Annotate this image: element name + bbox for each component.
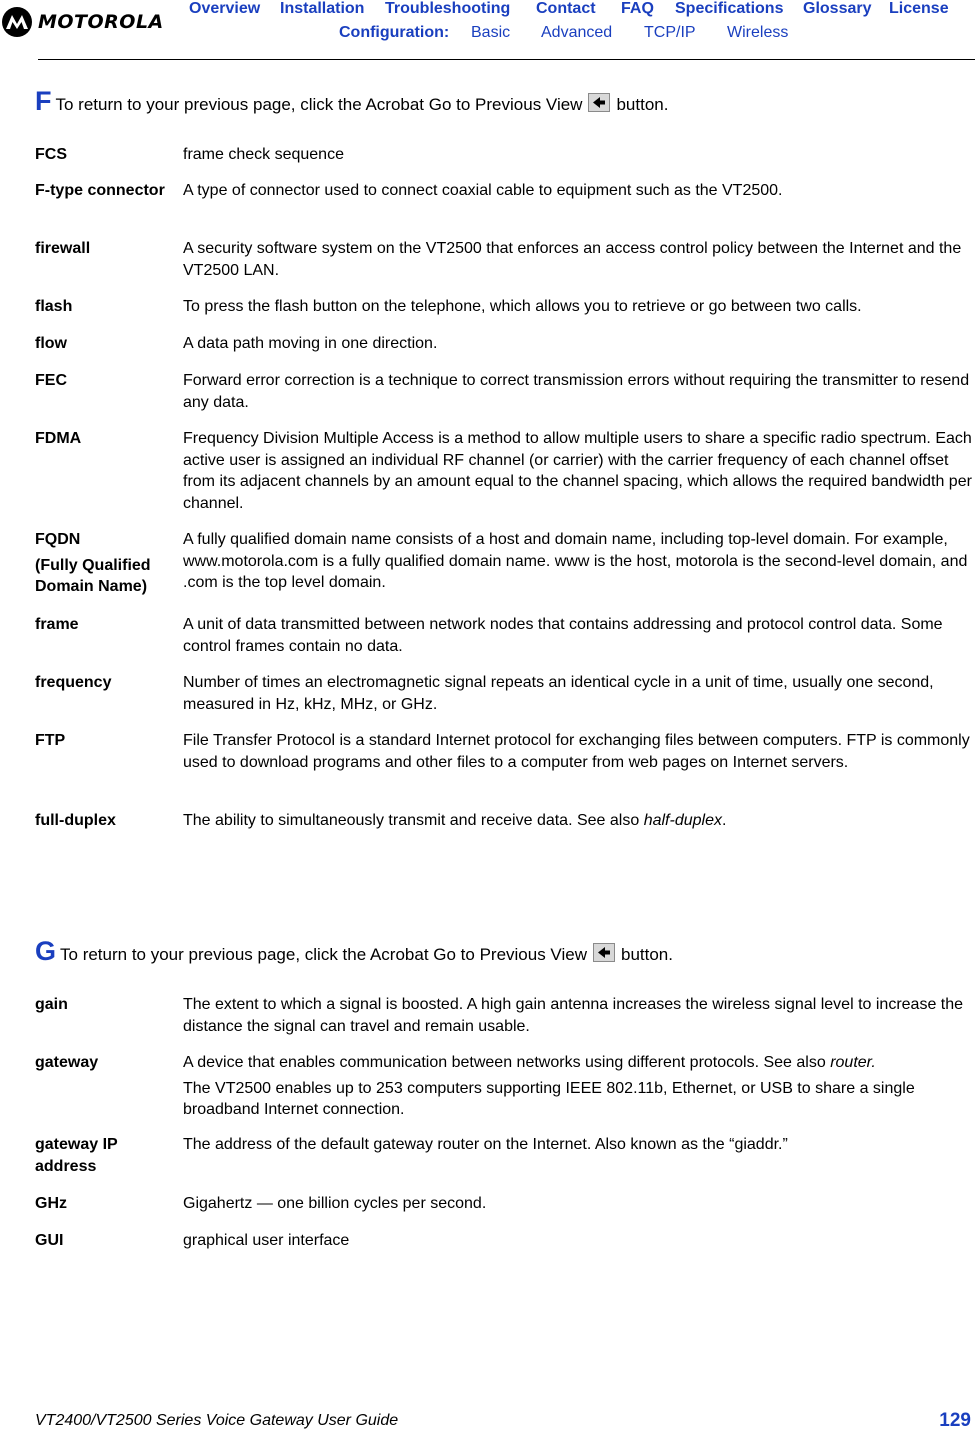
glossary-definition: A fully qualified domain name consists of a host and domain name, including top-level domain. For example, www.motorola.com is a fully qualified domain name. www is the host, motorola is the second-level domain, and .com is the top level domain. (183, 531, 968, 591)
glossary-definition: A type of connector used to connect coaxial cable to equipment such as the VT2500. (183, 182, 783, 199)
section-intro: To return to your previous page, click the Acrobat Go to Previous View (60, 945, 587, 964)
glossary-definition: The address of the default gateway router on the Internet. Also known as the “giaddr.” (183, 1136, 788, 1153)
glossary-term: gateway (35, 1054, 99, 1071)
config-basic-link[interactable]: Basic (471, 24, 511, 41)
glossary-definition: Gigahertz — one billion cycles per second. (183, 1195, 487, 1212)
config-label: Configuration: (339, 24, 450, 41)
definition-paragraph-2: The VT2500 enables up to 253 computers supporting IEEE 802.11b, Ethernet, or USB to share a single broadband Internet connection. (183, 1079, 915, 1118)
glossary-term: frequency (35, 674, 112, 691)
config-tcpip-link[interactable]: TCP/IP (644, 24, 696, 41)
page-number: 129 (939, 1410, 971, 1431)
definition-text: A device that enables communication between networks using different protocols. See also (183, 1054, 831, 1071)
nav-contact[interactable]: Contact (536, 0, 596, 17)
glossary-term-expansion: (Fully Qualified Domain Name) (35, 556, 151, 595)
glossary-term (35, 529, 175, 598)
header-divider (38, 59, 975, 60)
glossary-term: FEC (35, 372, 67, 389)
glossary-definition: A unit of data transmitted between network nodes that contains addressing and protocol control data. Some control frames contain no data. (183, 616, 943, 655)
nav-overview[interactable]: Overview (189, 0, 261, 17)
back-arrow-icon (589, 94, 609, 111)
glossary-term-main: FQDN (35, 531, 81, 548)
glossary-definition (183, 1052, 975, 1121)
glossary-term: frame (35, 616, 79, 633)
section-intro: To return to your previous page, click the Acrobat Go to Previous View (55, 95, 583, 114)
glossary-definition: File Transfer Protocol is a standard Internet protocol for exchanging files between computers. FTP is commonly used to download programs and other files to a computer from web pages on Internet servers. (183, 732, 970, 771)
glossary-definition (183, 810, 975, 832)
glossary-definition: A data path moving in one direction. (183, 335, 438, 352)
section-letter: F (35, 86, 52, 116)
glossary-definition: Frequency Division Multiple Access is a method to allow multiple users to share a specific radio spectrum. Each active user is assigned an individual RF channel (or carrier) with the carrier frequency of each channel offset from its adjacent channels by an amount equal to the channel spacing, which allows the required bandwidth per channel. (183, 430, 972, 512)
glossary-term: flash (35, 298, 73, 315)
cross-reference-link[interactable]: half-duplex (643, 812, 722, 829)
glossary-term: full-duplex (35, 812, 116, 829)
glossary-definition: A security software system on the VT2500 that enforces an access control policy between the Internet and the VT2500 LAN. (183, 240, 962, 279)
footer-document-title: VT2400/VT2500 Series Voice Gateway User Guide (35, 1412, 399, 1429)
back-arrow-icon (594, 944, 614, 961)
glossary-term: GHz (35, 1195, 67, 1212)
glossary-term: flow (35, 335, 67, 352)
glossary-term: gateway IP address (35, 1136, 118, 1175)
glossary-term: F-type connector (35, 182, 165, 199)
glossary-term: firewall (35, 240, 91, 257)
nav-faq[interactable]: FAQ (621, 0, 654, 17)
config-wireless-link[interactable]: Wireless (727, 24, 789, 41)
glossary-definition: graphical user interface (183, 1232, 350, 1249)
motorola-logo (2, 6, 164, 38)
go-to-previous-view-button[interactable] (593, 943, 615, 962)
glossary-definition: Number of times an electromagnetic signal repeats an identical cycle in a unit of time, usually one second, measured in Hz, kHz, MHz, or GHz. (183, 674, 934, 713)
nav-specifications[interactable]: Specifications (675, 0, 784, 17)
nav-license[interactable]: License (889, 0, 949, 17)
nav-troubleshooting[interactable]: Troubleshooting (385, 0, 511, 17)
definition-tail: . (721, 812, 727, 829)
section-f-heading (35, 86, 668, 117)
glossary-definition: The extent to which a signal is boosted. A high gain antenna increases the wireless signal level to increase the distance the signal can travel and remain usable. (183, 996, 964, 1035)
glossary-definition: frame check sequence (183, 146, 344, 163)
glossary-term: gain (35, 996, 68, 1013)
motorola-batwing-icon (2, 7, 32, 37)
logo-text: MOTOROLA (38, 11, 164, 33)
glossary-term: FCS (35, 146, 67, 163)
section-intro-end: button. (620, 945, 673, 964)
section-g-heading (35, 936, 673, 967)
glossary-term: GUI (35, 1232, 64, 1249)
config-advanced-link[interactable]: Advanced (541, 24, 613, 41)
section-intro-end: button. (616, 95, 669, 114)
nav-installation[interactable]: Installation (280, 0, 365, 17)
glossary-term: FDMA (35, 430, 82, 447)
glossary-term: FTP (35, 732, 66, 749)
glossary-definition: Forward error correction is a technique to correct transmission errors without requiring the transmitter to resend any data. (183, 372, 970, 411)
glossary-definition: To press the flash button on the telephone, which allows you to retrieve or go between two calls. (183, 298, 862, 315)
cross-reference-link[interactable]: router. (830, 1054, 876, 1071)
go-to-previous-view-button[interactable] (588, 93, 610, 112)
section-letter: G (35, 936, 57, 966)
nav-glossary[interactable]: Glossary (803, 0, 872, 17)
definition-text: The ability to simultaneously transmit and receive data. See also (183, 812, 644, 829)
